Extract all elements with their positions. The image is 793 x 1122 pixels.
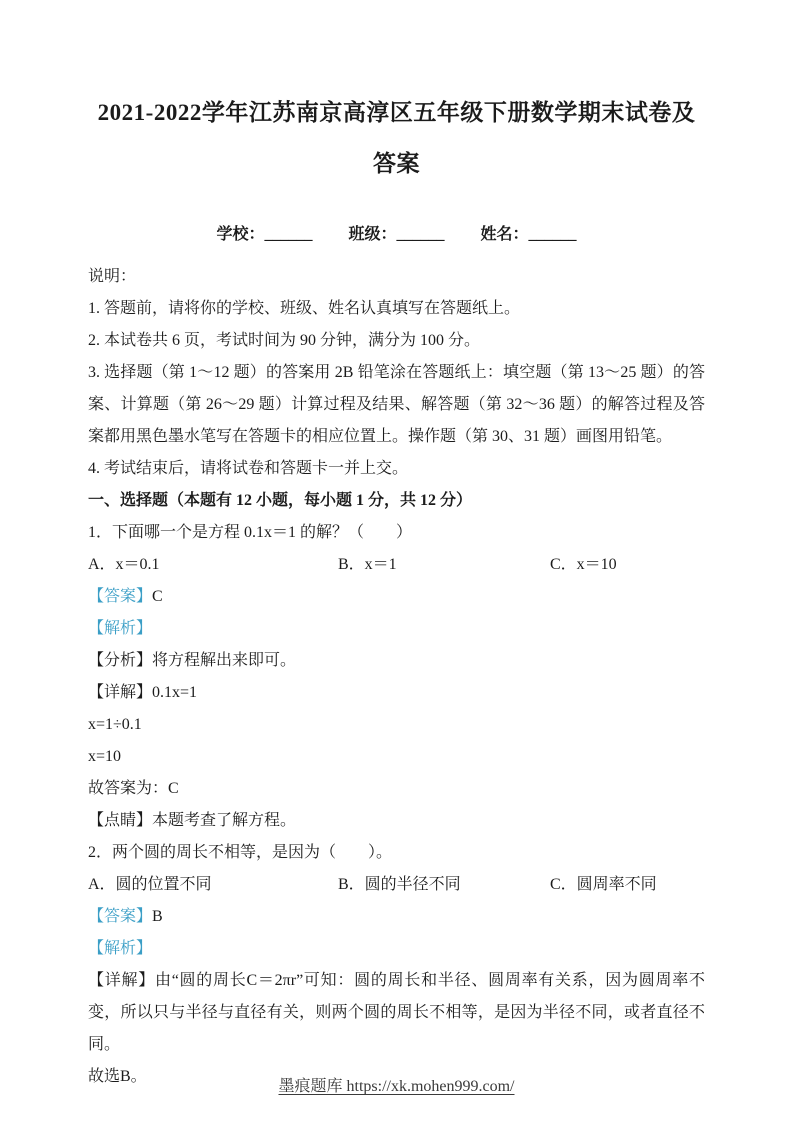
analysis-label: 【解析】 [88,940,153,958]
footer-link[interactable] [278,1078,514,1095]
instruction-item-4: 4. 考试结束后，请将试卷和答题卡一并上交。 [88,460,409,478]
question-2-answer-line [88,901,705,933]
question-1-option-a: A．x＝0.1 [88,556,160,574]
instruction-item-3: 3. 选择题（第 1～12 题）的答案用 2B 铅笔涂在答题纸上：填空题（第 13～25 题）的答案、计算题（第 26～29 题）计算过程及结果、解答题（第 32～36 题）的解答过程及答案都用黑色墨水笔写在答题卡的相应位置上。操作题（第 30、31 题）画图用铅笔。 [88,364,705,446]
student-info-line [88,219,705,251]
question-2-solution-line-2: 故选B。 [88,1068,147,1086]
page-title [88,88,705,189]
footer [0,1073,793,1096]
question-1-option-b: B．x＝1 [338,556,397,574]
question-2-option-c: C．圆周率不同 [550,876,657,894]
name-field: 姓名：______ [480,226,577,244]
question-2-solution-line-1: 【详解】由“圆的周长C＝2πr”可知：圆的周长和半径、圆周率有关系，因为圆周率不变，所以只与半径与直径有关，则两个圆的周长不相等，是因为半径不同，或者直径不同。 [88,972,705,1054]
instruction-item-2: 2. 本试卷共 6 页，考试时间为 90 分钟，满分为 100 分。 [88,332,481,350]
footer-site-name: 墨痕题库 [278,1078,343,1095]
answer-label: 【答案】 [88,908,153,926]
answer-value: C [152,588,163,606]
answer-label: 【答案】 [88,588,153,606]
question-1-option-c: C．x＝10 [550,556,617,574]
question-1-solution-line-6: 【点睛】本题考查了解方程。 [88,812,297,830]
question-2-stem: 2．两个圆的周长不相等，是因为（ ）。 [88,844,393,862]
answer-value: B [152,908,163,926]
analysis-label: 【解析】 [88,620,153,638]
question-1-answer-line [88,581,705,613]
instruction-item-1: 1. 答题前，请将你的学校、班级、姓名认真填写在答题纸上。 [88,300,521,318]
question-1 [88,517,705,837]
question-1-solution-line-2: 【详解】0.1x=1 [88,684,198,702]
question-1-solution-line-3: x=1÷0.1 [88,716,142,734]
question-1-stem: 1．下面哪一个是方程 0.1x＝1 的解？（ ） [88,524,413,542]
question-2-options [88,869,705,901]
school-field: 学校：______ [216,226,313,244]
section-title: 一、选择题（本题有 12 小题，每小题 1 分，共 12 分） [88,492,473,510]
question-1-solution-line-1: 【分析】将方程解出来即可。 [88,652,297,670]
question-2-option-b: B．圆的半径不同 [338,876,461,894]
footer-url: https://xk.mohen999.com/ [346,1078,515,1095]
question-2-option-a: A．圆的位置不同 [88,876,212,894]
question-1-solution-line-5: 故答案为：C [88,780,179,798]
class-field: 班级：______ [348,226,445,244]
question-1-options [88,549,705,581]
page-title-line2: 答案 [373,150,420,176]
question-1-solution-line-4: x=10 [88,748,122,766]
question-2 [88,837,705,1093]
page-title-line1: 2021-2022学年江苏南京高淳区五年级下册数学期末试卷及 [97,100,696,125]
instructions-heading: 说明： [88,268,137,286]
